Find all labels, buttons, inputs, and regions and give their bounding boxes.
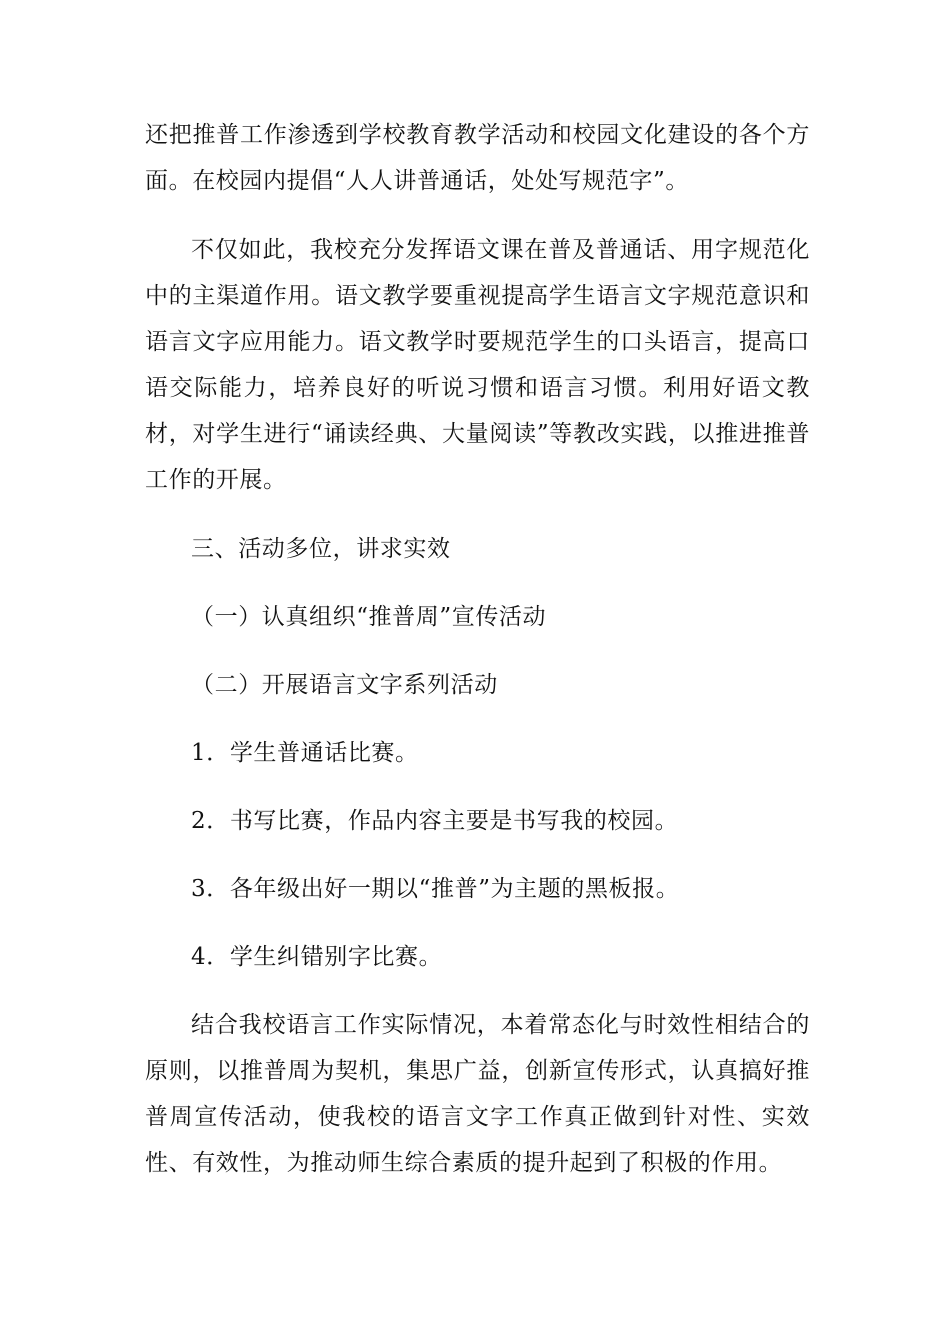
subheading-1: （一）认真组织“推普周”宣传活动	[191, 604, 547, 630]
list-item-4: 4．学生纠错别字比赛。	[191, 944, 443, 970]
document-body	[145, 112, 810, 1186]
list-item-1: 1．学生普通话比赛。	[191, 740, 419, 766]
list-item-3: 3．各年级出好一期以“推普”为主题的黑板报。	[191, 876, 680, 902]
paragraph-chinese-class: 不仅如此，我校充分发挥语文课在普及普通话、用字规范化中的主渠道作用。语文教学要重视提高学生语言文字规范意识和语言文字应用能力。语文教学时要规范学生的口头语言，提高口语交际能力，培养良好的听说习惯和语言习惯。利用好语文教材，对学生进行“诵读经典、大量阅读”等教改实践，以推进推普工作的开展。	[145, 237, 810, 493]
section-heading-3: 三、活动多位，讲求实效	[191, 536, 451, 562]
list-item-2: 2．书写比赛，作品内容主要是书写我的校园。	[191, 808, 679, 834]
paragraph-continuation: 还把推普工作渗透到学校教育教学活动和校园文化建设的各个方面。在校园内提倡“人人讲普通话，处处写规范字”。	[145, 122, 810, 194]
paragraph-conclusion: 结合我校语言工作实际情况，本着常态化与时效性相结合的原则，以推普周为契机，集思广益，创新宣传形式，认真搞好推普周宣传活动，使我校的语言文字工作真正做到针对性、实效性、有效性，为推动师生综合素质的提升起到了积极的作用。	[145, 1012, 810, 1176]
subheading-2: （二）开展语言文字系列活动	[191, 672, 498, 698]
